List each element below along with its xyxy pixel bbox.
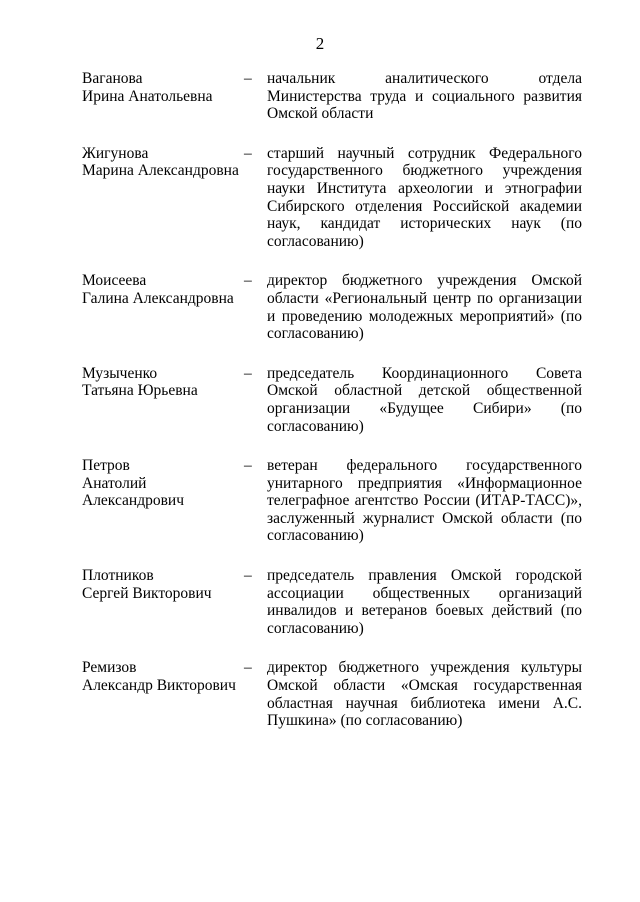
member-dash: – [244,457,252,475]
member-role: директор бюджетного учреждения культуры Омской области «Омская государственная областная научная библиотека имени А.С. Пушкина» (по согласованию) [267,659,582,730]
member-surname: Ремизов [82,659,137,677]
member-name [82,457,242,545]
member-entry [82,365,582,435]
member-dash: – [244,364,252,382]
member-entry [82,272,582,342]
member-surname: Плотников [82,567,154,585]
member-dash: – [244,659,252,677]
member-entry [82,457,582,545]
member-role: председатель Координационного Совета Омской областной детской общественной организации «Будущее Сибири» (по согласованию) [267,364,582,435]
member-name [82,145,242,251]
member-given-names: Татьяна Юрьевна [82,382,198,400]
member-dash: – [244,272,252,290]
member-entry [82,145,582,251]
member-entry [82,659,582,729]
member-given-names: Марина Александровна [82,162,239,180]
member-name [82,659,242,729]
member-name [82,272,242,342]
member-dash: – [244,144,252,162]
member-given-names: Александр Викторович [82,677,236,695]
member-role: старший научный сотрудник Федерального государственного бюджетного учреждения науки Института археологии и этнографии Сибирского отделения Российской академии наук, кандидат исторических наук (по согласованию) [267,144,582,250]
member-surname: Жигунова [82,144,149,162]
member-role: председатель правления Омской городской ассоциации общественных организаций инвалидов и ветеранов боевых действий (по согласованию) [267,567,582,637]
member-role: начальник аналитического отдела Министерства труда и социального развития Омской области [267,70,582,123]
member-dash: – [244,70,252,87]
member-surname: Ваганова [82,70,143,87]
member-patronymic: Александрович [82,492,184,510]
member-surname: Петров [82,457,130,475]
member-name [82,365,242,435]
member-entry [82,70,582,123]
member-given-names: Анатолий [82,474,147,492]
member-surname: Музыченко [82,364,158,382]
member-surname: Моисеева [82,272,147,290]
page-number: 2 [315,34,325,53]
member-role: директор бюджетного учреждения Омской области «Региональный центр по организации и проведению молодежных мероприятий» (по согласованию) [267,272,582,343]
member-given-names: Галина Александровна [82,289,234,307]
member-role: ветеран федерального государственного унитарного предприятия «Информационное телеграфное агентство России (ИТАР-ТАСС)», заслуженный журналист Омской области (по согласованию) [267,457,582,545]
member-given-names: Сергей Викторович [82,584,212,602]
member-name [82,567,242,637]
member-name [82,70,242,123]
member-entry [82,567,582,637]
member-given-names: Ирина Анатольевна [82,87,213,105]
member-list [82,70,582,752]
member-dash: – [244,567,252,585]
